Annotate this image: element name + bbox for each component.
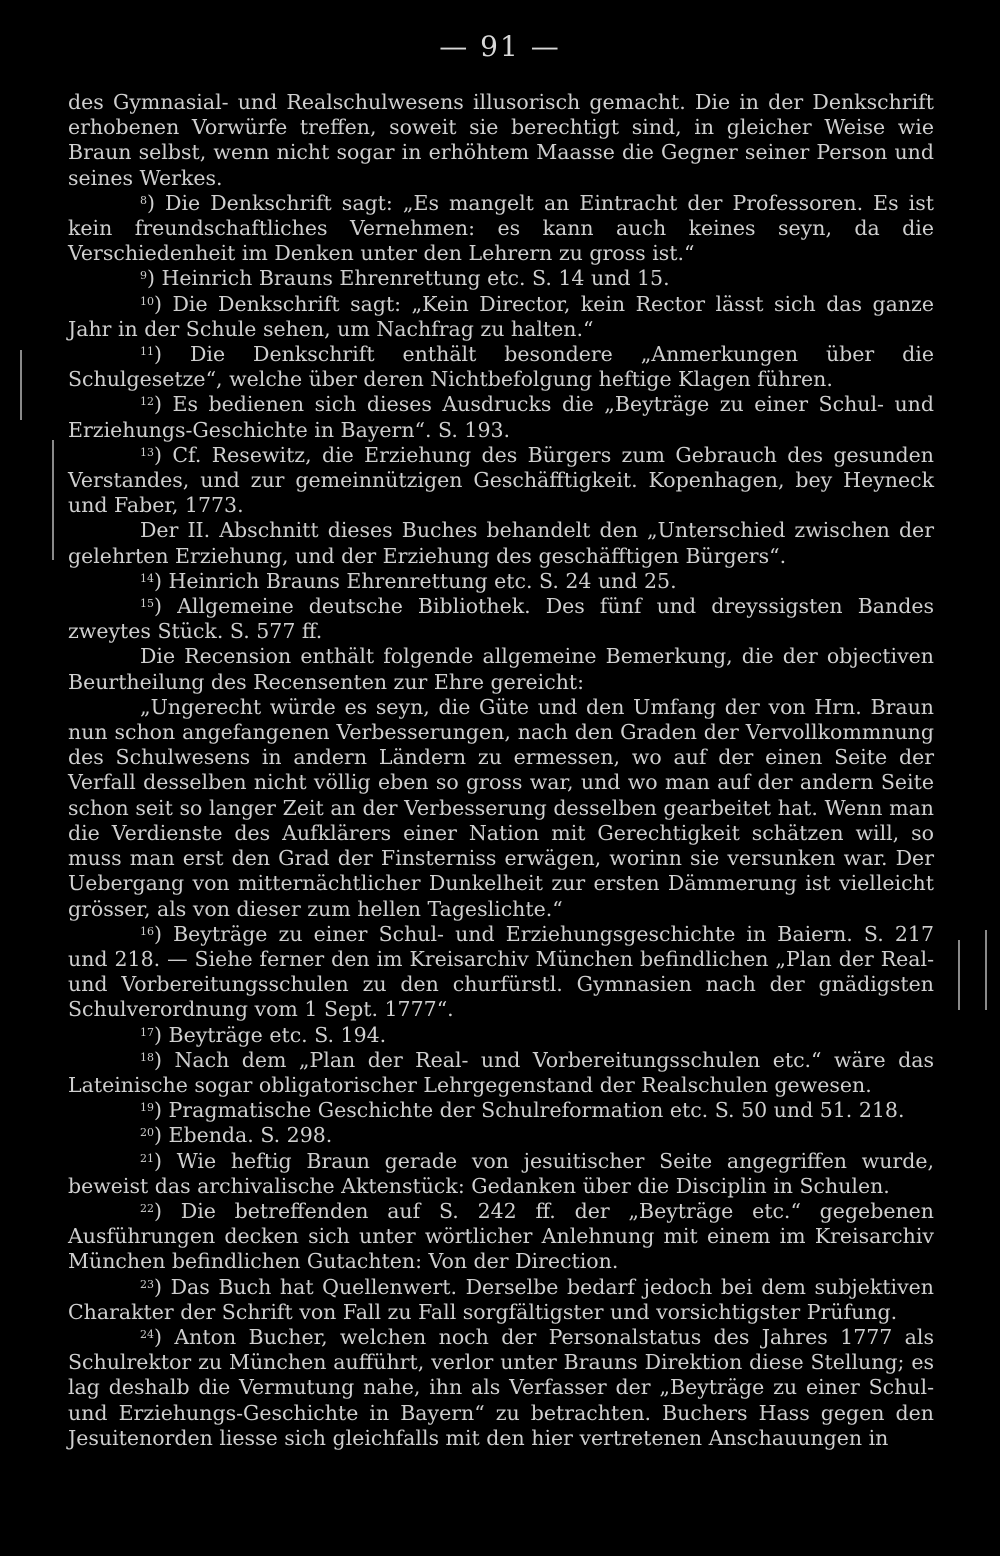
footnote-text: ) Ebenda. S. 298. [154, 1123, 333, 1148]
footnote-number: 17 [140, 1025, 154, 1039]
footnote-text: ) Pragmatische Geschichte der Schulreformation etc. S. 50 und 51. 218. [154, 1098, 905, 1123]
footnote [68, 1149, 934, 1199]
footnote-text: ) Es bedienen sich dieses Ausdrucks die „Beyträge zu einer Schul- und Erziehungs-Geschichte in Bayern“. S. 193. [68, 392, 934, 442]
footnote-number: 23 [140, 1277, 154, 1291]
scan-margin-mark [52, 440, 54, 560]
footnote-number: 13 [140, 445, 154, 459]
footnote [68, 266, 934, 291]
footnote-text: ) Nach dem „Plan der Real- und Vorbereitungsschulen etc.“ wäre das Lateinische sogar obligatorischer Lehrgegenstand der Realschulen gewesen. [68, 1047, 934, 1097]
footnote-number: 14 [140, 571, 154, 585]
footnote-text: ) Heinrich Brauns Ehrenrettung etc. S. 14 und 15. [147, 266, 670, 291]
footnote [68, 922, 934, 1023]
footnote [68, 1048, 934, 1098]
body-text [68, 90, 934, 1451]
page-number: — 91 — [439, 30, 561, 63]
scan-margin-mark [985, 930, 987, 1010]
paragraph: Die Recension enthält folgende allgemeine Bemerkung, die der objectiven Beurtheilung des Recensenten zur Ehre gereicht: [68, 644, 934, 694]
footnote-number: 24 [140, 1327, 154, 1341]
footnote [68, 569, 934, 594]
footnote-text: ) Die Denkschrift sagt: „Es mangelt an Eintracht der Professoren. Es ist kein freundschaftliches Vernehmen: es kann auch keines seyn, da die Verschiedenheit im Denken unter den Lehrern zu gross ist.“ [68, 190, 934, 266]
footnote-number: 12 [140, 395, 154, 409]
footnote [68, 1199, 934, 1275]
footnote [68, 392, 934, 442]
footnote [68, 1023, 934, 1048]
footnote-number: 8 [140, 193, 147, 207]
quotation: „Ungerecht würde es seyn, die Güte und den Umfang der von Hrn. Braun nun schon angefangenen Verbesserungen, nach den Graden der Vervollkommnung des Schulwesens in andern Ländern zu ermessen, wo auf der einen Seite der Verfall desselben nicht völlig eben so gross war, und wo man auf der andern Seite schon seit so langer Zeit an der Verbesserung desselben gearbeitet hat. Wenn man die Verdienste des Aufklärers einer Nation mit Gerechtigkeit schätzen will, so muss man erst den Grad der Finsterniss erwägen, worinn sie versunken war. Der Uebergang von mitternächtlicher Dunkelheit zur ersten Dämmerung ist vielleicht grösser, als von dieser zum hellen Tageslichte.“ [68, 694, 934, 921]
footnote-text: ) Wie heftig Braun gerade von jesuitischer Seite angegriffen wurde, beweist das archivalische Aktenstück: Gedanken über die Disciplin in Schulen. [68, 1148, 934, 1198]
scan-margin-mark [20, 350, 22, 420]
footnote-number: 18 [140, 1050, 154, 1064]
footnote [68, 594, 934, 644]
footnote [68, 1275, 934, 1325]
footnote [68, 1098, 934, 1123]
footnote-text: ) Beyträge etc. S. 194. [154, 1022, 387, 1047]
footnote-text: ) Das Buch hat Quellenwert. Derselbe bedarf jedoch bei dem subjektiven Charakter der Schrift von Fall zu Fall sorgfältigster und vorsichtigster Prüfung. [68, 1274, 934, 1324]
footnote-number: 21 [140, 1151, 154, 1165]
scan-margin-mark [958, 940, 960, 1010]
footnote-text: ) Die Denkschrift sagt: „Kein Director, kein Rector lässt sich das ganze Jahr in der Schule sehen, um Nachfrag zu halten.“ [68, 291, 934, 341]
footnote-number: 20 [140, 1126, 154, 1140]
footnote [68, 342, 934, 392]
footnote-number: 11 [140, 345, 154, 359]
footnote-number: 19 [140, 1101, 154, 1115]
footnote [68, 191, 934, 267]
footnote [68, 1123, 934, 1148]
footnote-number: 22 [140, 1201, 154, 1215]
footnote [68, 1325, 934, 1451]
footnote [68, 292, 934, 342]
footnote-number: 10 [140, 294, 154, 308]
footnote-text: ) Heinrich Brauns Ehrenrettung etc. S. 24 und 25. [154, 568, 677, 593]
footnote [68, 443, 934, 519]
footnote-number: 15 [140, 597, 154, 611]
footnote-text: ) Beyträge zu einer Schul- und Erziehungsgeschichte in Baiern. S. 217 und 218. — Siehe ferner den im Kreisarchiv München befindlichen „Plan der Real- und Vorbereitungsschulen zu den churfürstl. Gymnasien nach der gnädigsten Schulverordnung vom 1 Sept. 1777“. [68, 921, 934, 1022]
footnote-text: ) Anton Bucher, welchen noch der Personalstatus des Jahres 1777 als Schulrektor zu München aufführt, verlor unter Brauns Direktion diese Stellung; es lag deshalb die Vermutung nahe, ihn als Verfasser der „Beyträge zu einer Schul- und Erziehungs-Geschichte in Bayern“ zu betrachten. Buchers Hass gegen den Jesuitenorden liesse sich gleichfalls mit den hier vertretenen Anschauungen in [68, 1324, 934, 1450]
paragraph: des Gymnasial- und Realschulwesens illusorisch gemacht. Die in der Denkschrift erhobenen Vorwürfe treffen, soweit sie berechtigt sind, in gleicher Weise wie Braun selbst, wenn nicht sogar in erhöhtem Maasse die Gegner seiner Person und seines Werkes. [68, 90, 934, 190]
footnote-text: ) Allgemeine deutsche Bibliothek. Des fünf und dreyssigsten Bandes zweytes Stück. S. 577 ff. [68, 594, 934, 644]
footnote-text: ) Cf. Resewitz, die Erziehung des Bürgers zum Gebrauch des gesunden Verstandes, und zur gemeinnützigen Geschäfftigkeit. Kopenhagen, bey Heyneck und Faber, 1773. [68, 442, 934, 518]
footnote-text: ) Die Denkschrift enthält besondere „Anmerkungen über die Schulgesetze“, welche über deren Nichtbefolgung heftige Klagen führen. [68, 342, 934, 392]
footnote-number: 16 [140, 924, 154, 938]
paragraph: Der II. Abschnitt dieses Buches behandelt den „Unterschied zwischen der gelehrten Erziehung, und der Erziehung des geschäfftigen Bürgers“. [68, 518, 934, 568]
footnote-number: 9 [140, 269, 147, 283]
footnote-text: ) Die betreffenden auf S. 242 ff. der „Beyträge etc.“ gegebenen Ausführungen decken sich unter wörtlicher Anlehnung mit einem im Kreisarchiv München befindlichen Gutachten: Von der Direction. [68, 1198, 934, 1274]
